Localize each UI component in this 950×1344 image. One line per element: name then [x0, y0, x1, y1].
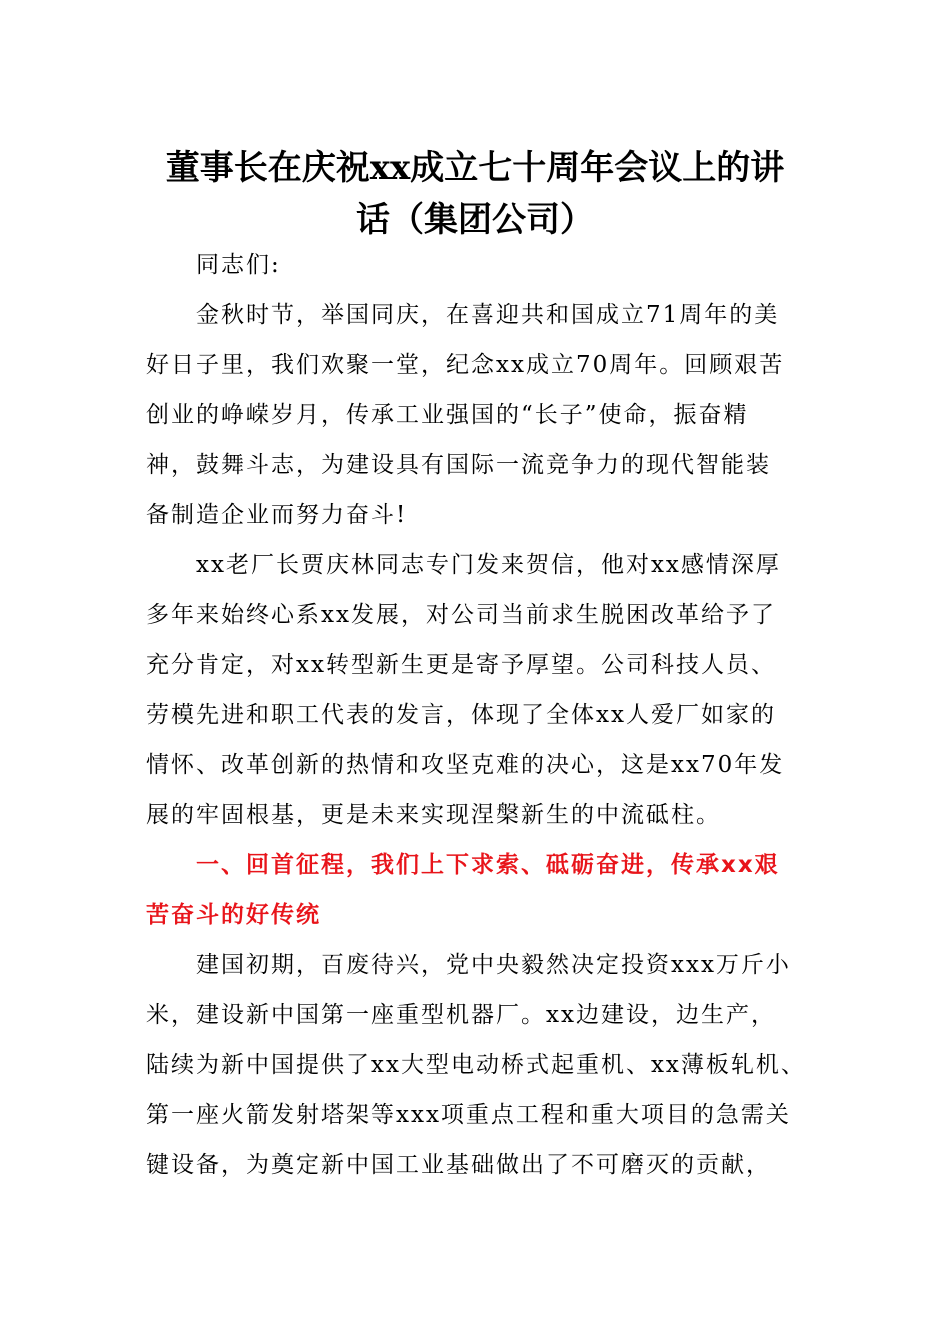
paragraph-2-line-2: 多年来始终心系xx发展，对公司当前求生脱困改革给予了: [146, 602, 776, 628]
paragraph-2-line-6: 展的牢固根基，更是未来实现涅槃新生的中流砥柱。: [146, 802, 721, 828]
paragraph-2-line-1: xx老厂长贾庆林同志专门发来贺信，他对xx感情深厚: [196, 552, 781, 578]
paragraph-1-line-5: 备制造企业而努力奋斗!: [146, 502, 408, 528]
paragraph-2-line-4: 劳模先进和职工代表的发言，体现了全体xx人爱厂如家的: [146, 702, 776, 728]
section-heading-line-1: 一、回首征程，我们上下求索、砥砺奋进，传承xx艰: [196, 852, 780, 878]
paragraph-3-line-3: 陆续为新中国提供了xx大型电动桥式起重机、xx薄板轧机、: [146, 1052, 806, 1078]
paragraph-3-line-2: 米，建设新中国第一座重型机器厂。xx边建设，边生产，: [146, 1002, 776, 1028]
paragraph-2: [146, 540, 826, 840]
paragraph-2-line-3: 充分肯定，对xx转型新生更是寄予厚望。公司科技人员、: [146, 652, 776, 678]
paragraph-1-line-1: 金秋时节，举国同庆，在喜迎共和国成立71周年的美: [196, 302, 780, 328]
document-title: [130, 142, 820, 246]
paragraph-1-line-2: 好日子里，我们欢聚一堂，纪念xx成立70周年。回顾艰苦: [146, 352, 785, 378]
section-heading: [146, 840, 826, 940]
title-line-1: 董事长在庆祝xx成立七十周年会议上的讲: [165, 148, 785, 188]
paragraph-3-line-5: 键设备，为奠定新中国工业基础做出了不可磨灭的贡献，: [146, 1152, 771, 1178]
section-heading-line-2: 苦奋斗的好传统: [146, 902, 321, 928]
paragraph-1-line-4: 神，鼓舞斗志，为建设具有国际一流竞争力的现代智能装: [146, 452, 771, 478]
paragraph-1: [146, 290, 826, 540]
paragraph-2-line-5: 情怀、改革创新的热情和攻坚克难的决心，这是xx70年发: [146, 752, 785, 778]
salutation: 同志们:: [196, 252, 281, 278]
paragraph-3-line-4: 第一座火箭发射塔架等xxx项重点工程和重大项目的急需关: [146, 1102, 791, 1128]
paragraph-3: [146, 940, 826, 1190]
paragraph-1-line-3: 创业的峥嵘岁月，传承工业强国的“长子”使命，振奋精: [146, 402, 749, 428]
paragraph-3-line-1: 建国初期，百废待兴，党中央毅然决定投资xxx万斤小: [196, 952, 791, 978]
title-line-2: 话（集团公司）: [356, 200, 594, 240]
document-body: [146, 240, 826, 1190]
